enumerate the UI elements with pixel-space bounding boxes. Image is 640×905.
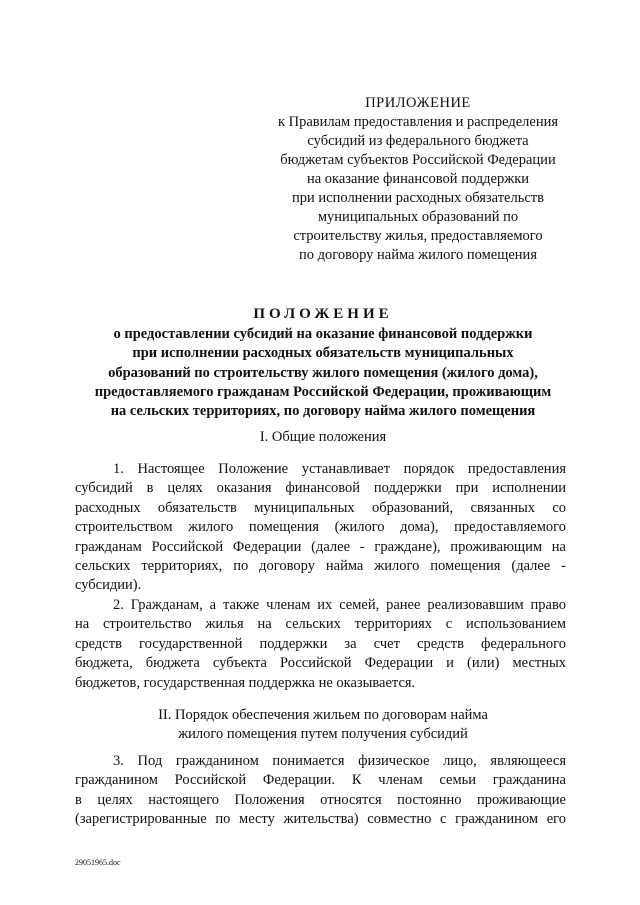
- paragraph-line: гражданам Российской Федерации (далее - граждане), проживающим на: [75, 538, 566, 555]
- section-heading-line: жилого помещения путем получения субсидий: [178, 726, 468, 742]
- section1-heading: [62, 428, 584, 447]
- paragraph-line: сельских территориях, по договору найма жилого помещения (далее -: [75, 558, 566, 575]
- section-heading-line: II. Порядок обеспечения жильем по договорам найма: [158, 707, 488, 723]
- paragraph-line: 3. Под гражданином понимается физическое лицо, являющееся: [113, 753, 566, 769]
- appendix-line: бюджетам субъектов Российской Федерации: [280, 152, 556, 168]
- appendix-line: на оказание финансовой поддержки: [306, 171, 530, 187]
- appendix-line: по договору найма жилого помещения: [299, 247, 537, 263]
- appendix-heading: ПРИЛОЖЕНИЕ: [365, 95, 471, 111]
- footer-filename: 29051965.doc: [75, 858, 121, 867]
- title-line: при исполнении расходных обязательств муниципальных: [132, 345, 514, 362]
- appendix-line: к Правилам предоставления и распределения: [277, 114, 559, 130]
- paragraph-line: 1. Настоящее Положение устанавливает порядок предоставления: [113, 461, 566, 477]
- paragraph-line: средств государственной поддержки за счет средств федерального: [75, 635, 566, 652]
- title-line: о предоставлении субсидий на оказание финансовой поддержки: [113, 326, 533, 343]
- document-title: [62, 305, 584, 421]
- paragraph-1: [75, 460, 566, 596]
- paragraph-line: бюджетов, государственная поддержка не оказывается.: [75, 674, 416, 691]
- appendix-line: субсидий из федерального бюджета: [307, 133, 529, 149]
- paragraph-line: на строительство жилья на сельских территориях с использованием: [75, 616, 566, 633]
- appendix-block: [262, 94, 574, 265]
- paragraph-line: субсидий в целях оказания финансовой поддержки при исполнении: [75, 480, 566, 497]
- paragraph-line: в целях настоящего Положения относятся постоянно проживающие: [75, 791, 566, 808]
- paragraph-2: [75, 596, 566, 693]
- appendix-line: муниципальных образований по: [317, 209, 519, 225]
- appendix-line: строительству жилья, предоставляемого: [293, 228, 543, 244]
- title-line: предоставляемого гражданам Российской Федерации, проживающим: [94, 383, 552, 400]
- title-main: ПОЛОЖЕНИЕ: [253, 306, 393, 322]
- title-line: образований по строительству жилого помещения (жилого дома),: [108, 364, 538, 381]
- title-line: на сельских территориях, по договору найма жилого помещения: [110, 403, 536, 420]
- paragraph-line: 2. Гражданам, а также членам их семей, ранее реализовавшим право: [113, 597, 566, 613]
- paragraph-line: субсидии).: [75, 577, 142, 594]
- section2-heading: [62, 706, 584, 744]
- appendix-line: при исполнении расходных обязательств: [292, 190, 544, 206]
- section-heading-line: I. Общие положения: [259, 429, 387, 445]
- paragraph-3: [75, 752, 566, 830]
- paragraph-line: расходных обязательств муниципальных образований, связанных со: [75, 499, 566, 516]
- paragraph-line: строительством жилого помещения (жилого дома), предоставляемого: [75, 519, 566, 536]
- paragraph-line: бюджета, бюджета субъекта Российской Федерации и (или) местных: [75, 655, 566, 672]
- paragraph-line: гражданином Российской Федерации. К членам семьи гражданина: [75, 772, 566, 789]
- paragraph-line: (зарегистрированные по месту жительства) совместно с гражданином его: [75, 811, 566, 828]
